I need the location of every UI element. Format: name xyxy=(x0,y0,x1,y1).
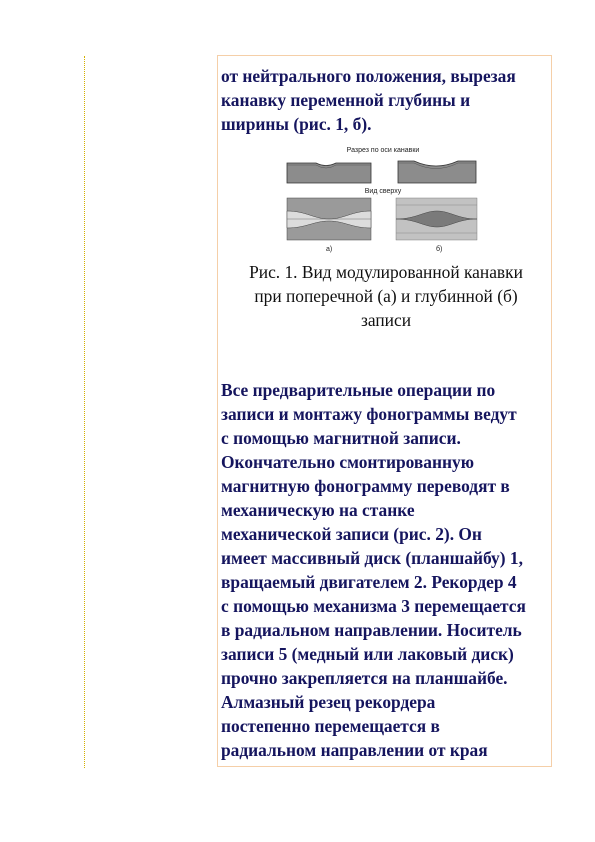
text-line: Все предварительные операции по xyxy=(221,380,496,400)
caption-line: при поперечной (а) и глубинной (б) xyxy=(254,286,518,306)
text-line: прочно закрепляется на планшайбе. xyxy=(221,668,508,688)
figure-top-view-label: Вид сверху xyxy=(364,188,402,195)
text-line: Алмазный резец рекордера xyxy=(221,692,436,712)
caption-line: записи xyxy=(361,310,411,330)
text-line: записи 5 (медный или лаковый диск) xyxy=(221,644,514,664)
text-line: радиальном направлении от края xyxy=(221,740,488,760)
section-profile-b xyxy=(398,161,476,183)
figure-caption xyxy=(221,260,551,332)
text-line: постепенно перемещается в xyxy=(221,716,440,736)
section-profile-a xyxy=(287,163,371,183)
text-line: магнитную фонограмму переводят в xyxy=(221,476,510,496)
text-line: с помощью механизма 3 перемещается xyxy=(221,596,526,616)
figure-label-b: б) xyxy=(436,246,443,253)
figure-section-label: Разрез по оси канавки xyxy=(346,147,420,154)
top-view-b xyxy=(396,198,477,240)
text-line: вращаемый двигателем 2. Рекордер 4 xyxy=(221,572,517,592)
text-line: Окончательно смонтированную xyxy=(221,452,475,472)
text-line: записи и монтажу фонограммы ведут xyxy=(221,404,517,424)
paragraph-1 xyxy=(221,64,551,136)
text-line: ширины (рис. 1, б). xyxy=(221,114,372,134)
text-line: имеет массивный диск (планшайбу) 1, xyxy=(221,548,523,568)
text-line: в радиальном направлении. Носитель xyxy=(221,620,522,640)
text-line: механическую на станке xyxy=(221,500,415,520)
top-view-a xyxy=(287,198,371,240)
figure-label-a: а) xyxy=(326,246,333,253)
caption-line: Рис. 1. Вид модулированной канавки xyxy=(249,262,523,282)
groove-figure xyxy=(286,143,478,254)
text-line: механической записи (рис. 2). Он xyxy=(221,524,482,544)
text-line: канавку переменной глубины и xyxy=(221,90,471,110)
text-line: с помощью магнитной записи. xyxy=(221,428,461,448)
margin-guide-line xyxy=(84,56,85,768)
paragraph-2 xyxy=(221,378,551,762)
text-line: от нейтрального положения, вырезая xyxy=(221,66,516,86)
